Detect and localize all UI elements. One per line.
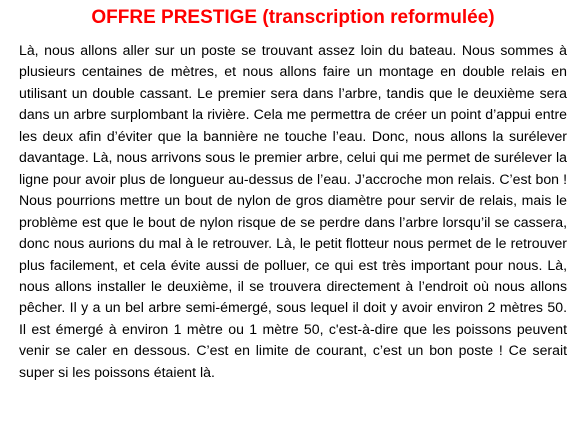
document-body-paragraph: Là, nous allons aller sur un poste se trouvant assez loin du bateau. Nous sommes à plusieurs centaines de mètres, et nous allons faire un montage en double relais en utilisant un double cassant. Le premier sera dans l’arbre, tandis que le deuxième sera dans un arbre surplombant la rivière. Cela me permettra de créer un point d’appui entre les deux afin d’éviter que la bannière ne touche l’eau. Donc, nous allons la surélever davantage. Là, nous arrivons sous le premier arbre, celui qui me permet de surélever la ligne pour avoir plus de longueur au-dessus de l’eau. J’accroche mon relais. C’est bon ! Nous pourrions mettre un bout de nylon de gros diamètre pour servir de relais, mais le problème est que le bout de nylon risque de se perdre dans l’arbre lorsqu’il se cassera, donc nous aurions du mal à le retrouver. Là, le petit flotteur nous permet de le retrouver plus facilement, et cela évite aussi de polluer, ce qui est très important pour nous. Là, nous allons installer le deuxième, il se trouvera directement à l’endroit où nous allons pêcher. Il y a un bel arbre semi-émergé, sous lequel il doit y avoir environ 2 mètres 50. Il est émergé à environ 1 mètre ou 1 mètre 50, c'est-à-dire que les poissons peuvent venir se caler en dessous. C’est en limite de courant, c’est un bon poste ! Ce serait super si les poissons étaient là. (19, 42, 567, 380)
document-title: OFFRE PRESTIGE (transcription reformulée) (91, 7, 495, 28)
